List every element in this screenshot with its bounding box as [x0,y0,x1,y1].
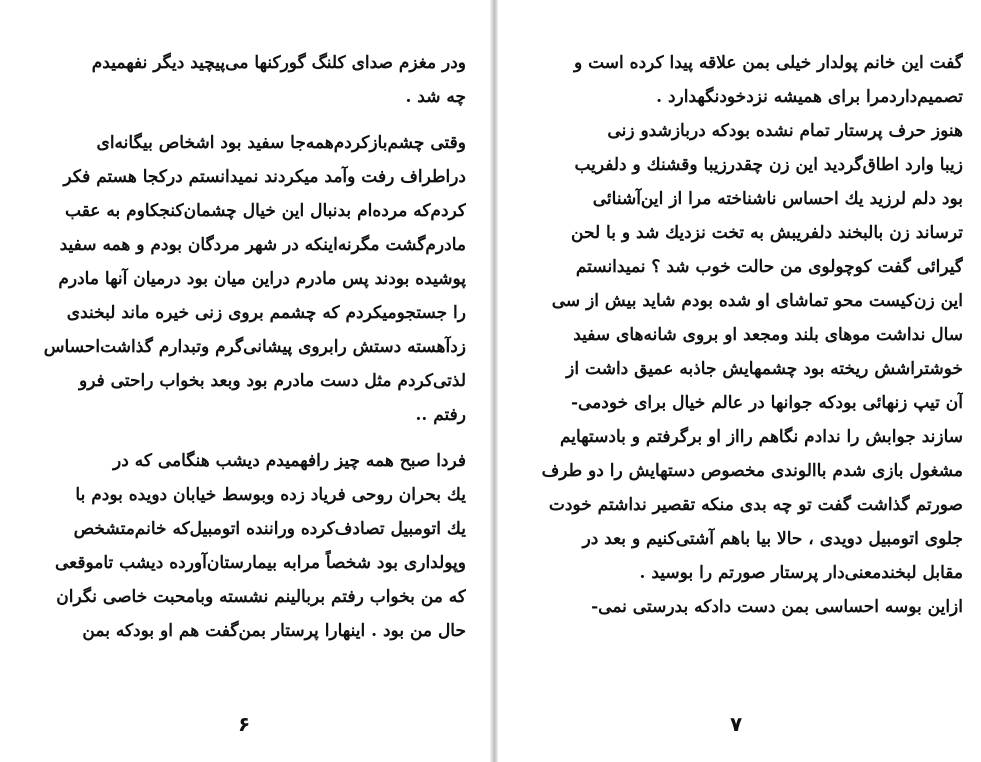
text-line: ترساند زن بالبخند دلفریبش به تخت نزدیك شد و با لحن [571,223,963,243]
text-line: گفت این خانم پولدار خیلی بمن علاقه پیدا کرده است و [573,53,963,73]
text-line: صورتم گذاشت گفت تو چه بدی منکه تقصیر نداشتم خودت [548,495,963,515]
text-line: کردم‌که مرده‌ام بدنبال این خیال چشمان‌کنجکاوم به عقب [65,201,466,221]
text-line: رفتم .. [415,405,466,425]
right-page [498,0,981,762]
text-line: مشغول بازی شدم باالوندی مخصوص دستهایش را دو طرف [541,461,963,481]
text-line: حال من بود . اینهارا پرستار بمن‌گفت هم او بودکه بمن [82,621,466,641]
text-line: این زن‌کیست محو تماشای او شده بودم شاید بیش از سی [551,291,963,311]
left-page [0,0,490,762]
text-line: یك اتومبیل تصادف‌کرده وراننده اتومبیل‌که خانم‌متشخص [73,519,466,539]
text-line: که من بخواب رفتم بربالینم نشسته وبامحبت خاصی نگران [56,587,466,607]
text-line: چه شد . [405,87,466,107]
paragraph [28,444,466,648]
paragraph [528,590,963,624]
text-line: گیرائی گفت کوچولوی من حالت خوب شد ؟ نمیدانستم [575,257,963,277]
text-line: خوشتراشش ریخته بود چشمهایش جاذبه عمیق داشت از [566,359,963,379]
page-number: ۶ [238,712,251,736]
text-line: سال نداشت موهای بلند ومجعد او بروی شانه‌های سفید [573,325,963,345]
left-page-body [28,46,466,648]
text-line: زیبا وارد اطاق‌گردید این زن چقدرزیبا وقشنك و دلفریب [574,155,963,175]
paragraph [528,114,963,590]
text-line: لذتی‌کردم مثل دست مادرم بود وبعد بخواب راحتی فرو [79,371,466,391]
paragraph [28,126,466,432]
page-number: ۷ [730,712,743,736]
text-line: دراطراف رفت وآمد میکردند نمیدانستم درکجا هستم فکر [63,167,466,187]
text-line: پوشیده بودند پس مادرم دراین میان بود درمیان آنها مادرم [58,269,466,289]
text-line: سازند جوابش را ندادم نگاهم رااز او برگرفتم و بادستهایم [559,427,963,447]
text-line: مقابل لبخندمعنی‌دار پرستار صورتم را بوسید . [639,563,963,583]
text-line: جلوی اتومبیل دویدی ، حالا بیا باهم آشتی‌کنیم و بعد در [582,529,963,549]
right-page-body [528,46,963,624]
text-line: وقتی چشم‌بازکردم‌همه‌جا سفید بود اشخاص بیگانه‌ای [96,133,466,153]
text-line: مادرم‌گشت مگرنه‌اینکه در شهر مردگان بودم و همه سفید [59,235,466,255]
text-line: زدآهسته دستش رابروی پیشانی‌گرم وتبدارم گذاشت‌احساس [43,337,466,357]
paragraph [528,46,963,114]
text-line: ازاین بوسه احساسی بمن دست دادکه بدرستی نمی- [591,597,963,617]
paragraph [28,46,466,114]
book-gutter [490,0,498,762]
text-line: یك بحران روحی فریاد زده وبوسط خیابان دویده بودم با [75,485,466,505]
text-line: تصمیم‌داردمرا برای همیشه نزدخودنگهدارد . [656,87,963,107]
text-line: هنوز حرف پرستار تمام نشده بودکه دربازشدو زنی [607,121,963,141]
text-line: بود دلم لرزید یك احساس ناشناخته مرا از این‌آشنائی [592,189,963,209]
text-line: آن تیپ زنهائی بودکه جوانها در عالم خیال برای خودمی- [570,393,963,413]
text-line: را جستجومیکردم که چشمم بروی زنی خیره ماند لبخندی [66,303,466,323]
text-line: ودر مغزم صدای کلنگ گورکنها می‌پیچید دیگر نفهمیدم [91,53,466,73]
text-line: فردا صبح همه چیز رافهمیدم دیشب هنگامی که در [113,451,466,471]
text-line: وپولداری بود شخصاً مرابه بیمارستان‌آورده دیشب تاموقعی [54,553,466,573]
